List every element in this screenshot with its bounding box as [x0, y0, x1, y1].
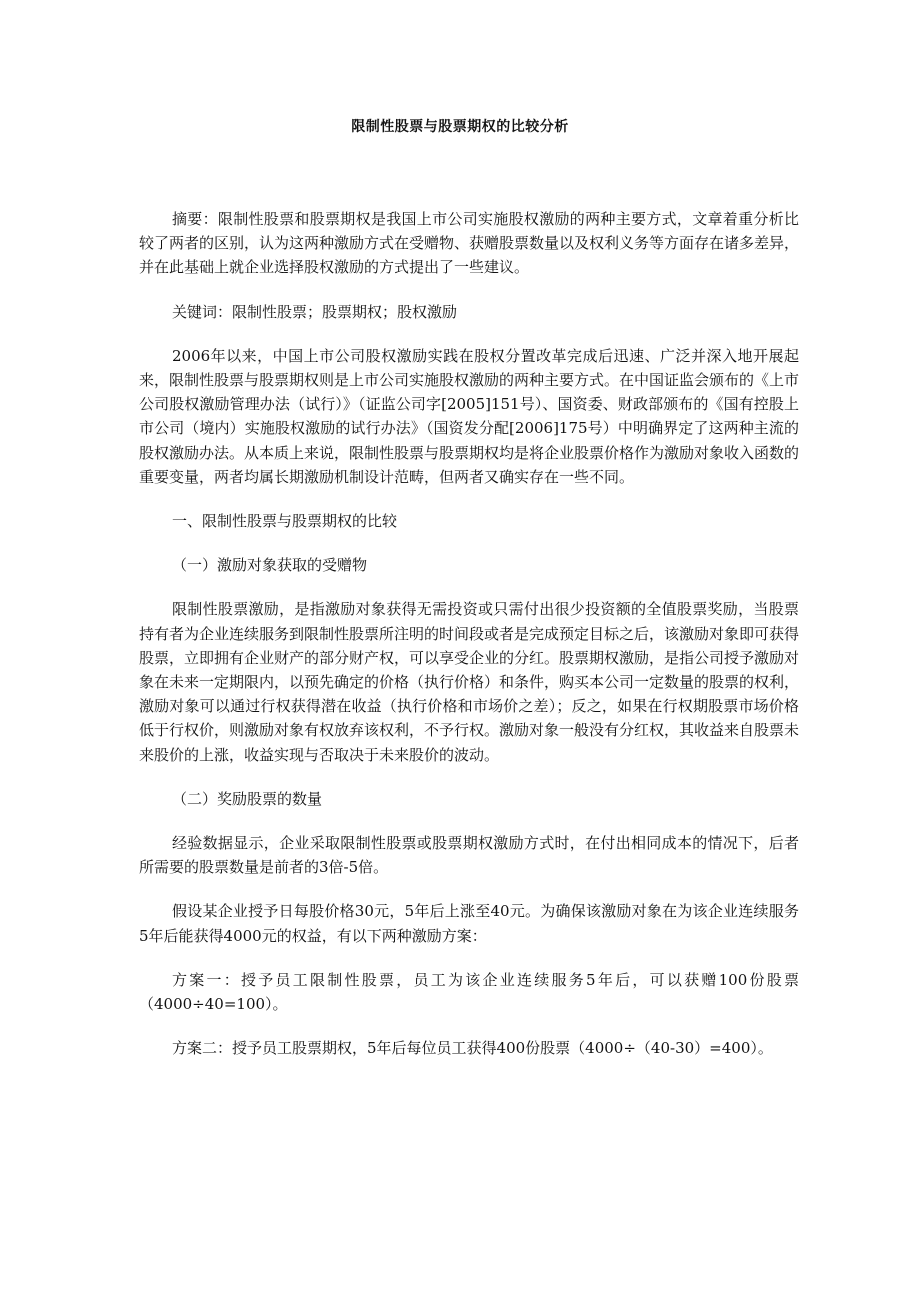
body-paragraph: 假设某企业授予日每股价格30元，5年后上涨至40元。为确保该激励对象在为该企业连续服务5年后能获得4000元的权益，有以下两种激励方案： — [139, 902, 799, 945]
body-paragraph: 限制性股票激励，是指激励对象获得无需投资或只需付出很少投资额的全值股票奖励，当股票持有者为企业连续服务到限制性股票所注明的时间段或者是完成预定目标之后，该激励对象即可获得股票，立即拥有企业财产的部分财产权，可以享受企业的分红。股票期权激励，是指公司授予激励对象在未来一定期限内，以预先确定的价格（执行价格）和条件，购买本公司一定数量的股票的权利，激励对象可以通过行权获得潜在收益（执行价格和市场价之差）；反之，如果在行权期股票市场价格低于行权价，则激励对象有权放弃该权利，不予行权。激励对象一般没有分红权，其收益来自股票未来股价的上涨，收益实现与否取决于未来股价的波动。 — [139, 600, 800, 764]
plan-one-paragraph: 方案一：授予员工限制性股票，员工为该企业连续服务5年后，可以获赠100份股票（4000÷40=100）。 — [139, 970, 799, 1014]
page-title: 限制性股票与股票期权的比较分析 — [351, 119, 569, 135]
abstract-paragraph: 摘要：限制性股票和股票期权是我国上市公司实施股权激励的两种主要方式，文章着重分析比较了两者的区别，认为这两种激励方式在受赠物、获赠股票数量以及权利义务等方面存在诸多差异，并在此基础上就企业选择股权激励的方式提出了一些建议。 — [139, 210, 800, 277]
subsection-heading: （二）奖励股票的数量 — [172, 789, 323, 808]
intro-paragraph: 2006年以来，中国上市公司股权激励实践在股权分置改革完成后迅速、广泛并深入地开展起来，限制性股票与股票期权则是上市公司实施股权激励的两种主要方式。在中国证监会颁布的《上市公司股权激励管理办法（试行）》（证监公司字[2005]151号）、国资委、财政部颁布的《国有控股上市公司（境内）实施股权激励的试行办法》（国资发分配[2006]175号）中明确界定了这两种主流的股权激励办法。从本质上来说，限制性股票与股票期权均是将企业股票价格作为激励对象收入函数的重要变量，两者均属长期激励机制设计范畴，但两者又确实存在一些不同。 — [139, 346, 800, 486]
keywords-paragraph: 关键词：限制性股票；股票期权；股权激励 — [172, 302, 458, 321]
document-body — [139, 207, 799, 1080]
plan-two-paragraph: 方案二：授予员工股票期权，5年后每位员工获得400份股票（4000÷（40-30）=400）。 — [172, 1039, 773, 1058]
body-paragraph: 经验数据显示，企业采取限制性股票或股票期权激励方式时，在付出相同成本的情况下，后者所需要的股票数量是前者的3倍-5倍。 — [139, 834, 799, 877]
section-heading: 一、限制性股票与股票期权的比较 — [172, 512, 398, 531]
subsection-heading: （一）激励对象获取的受赠物 — [172, 556, 368, 575]
